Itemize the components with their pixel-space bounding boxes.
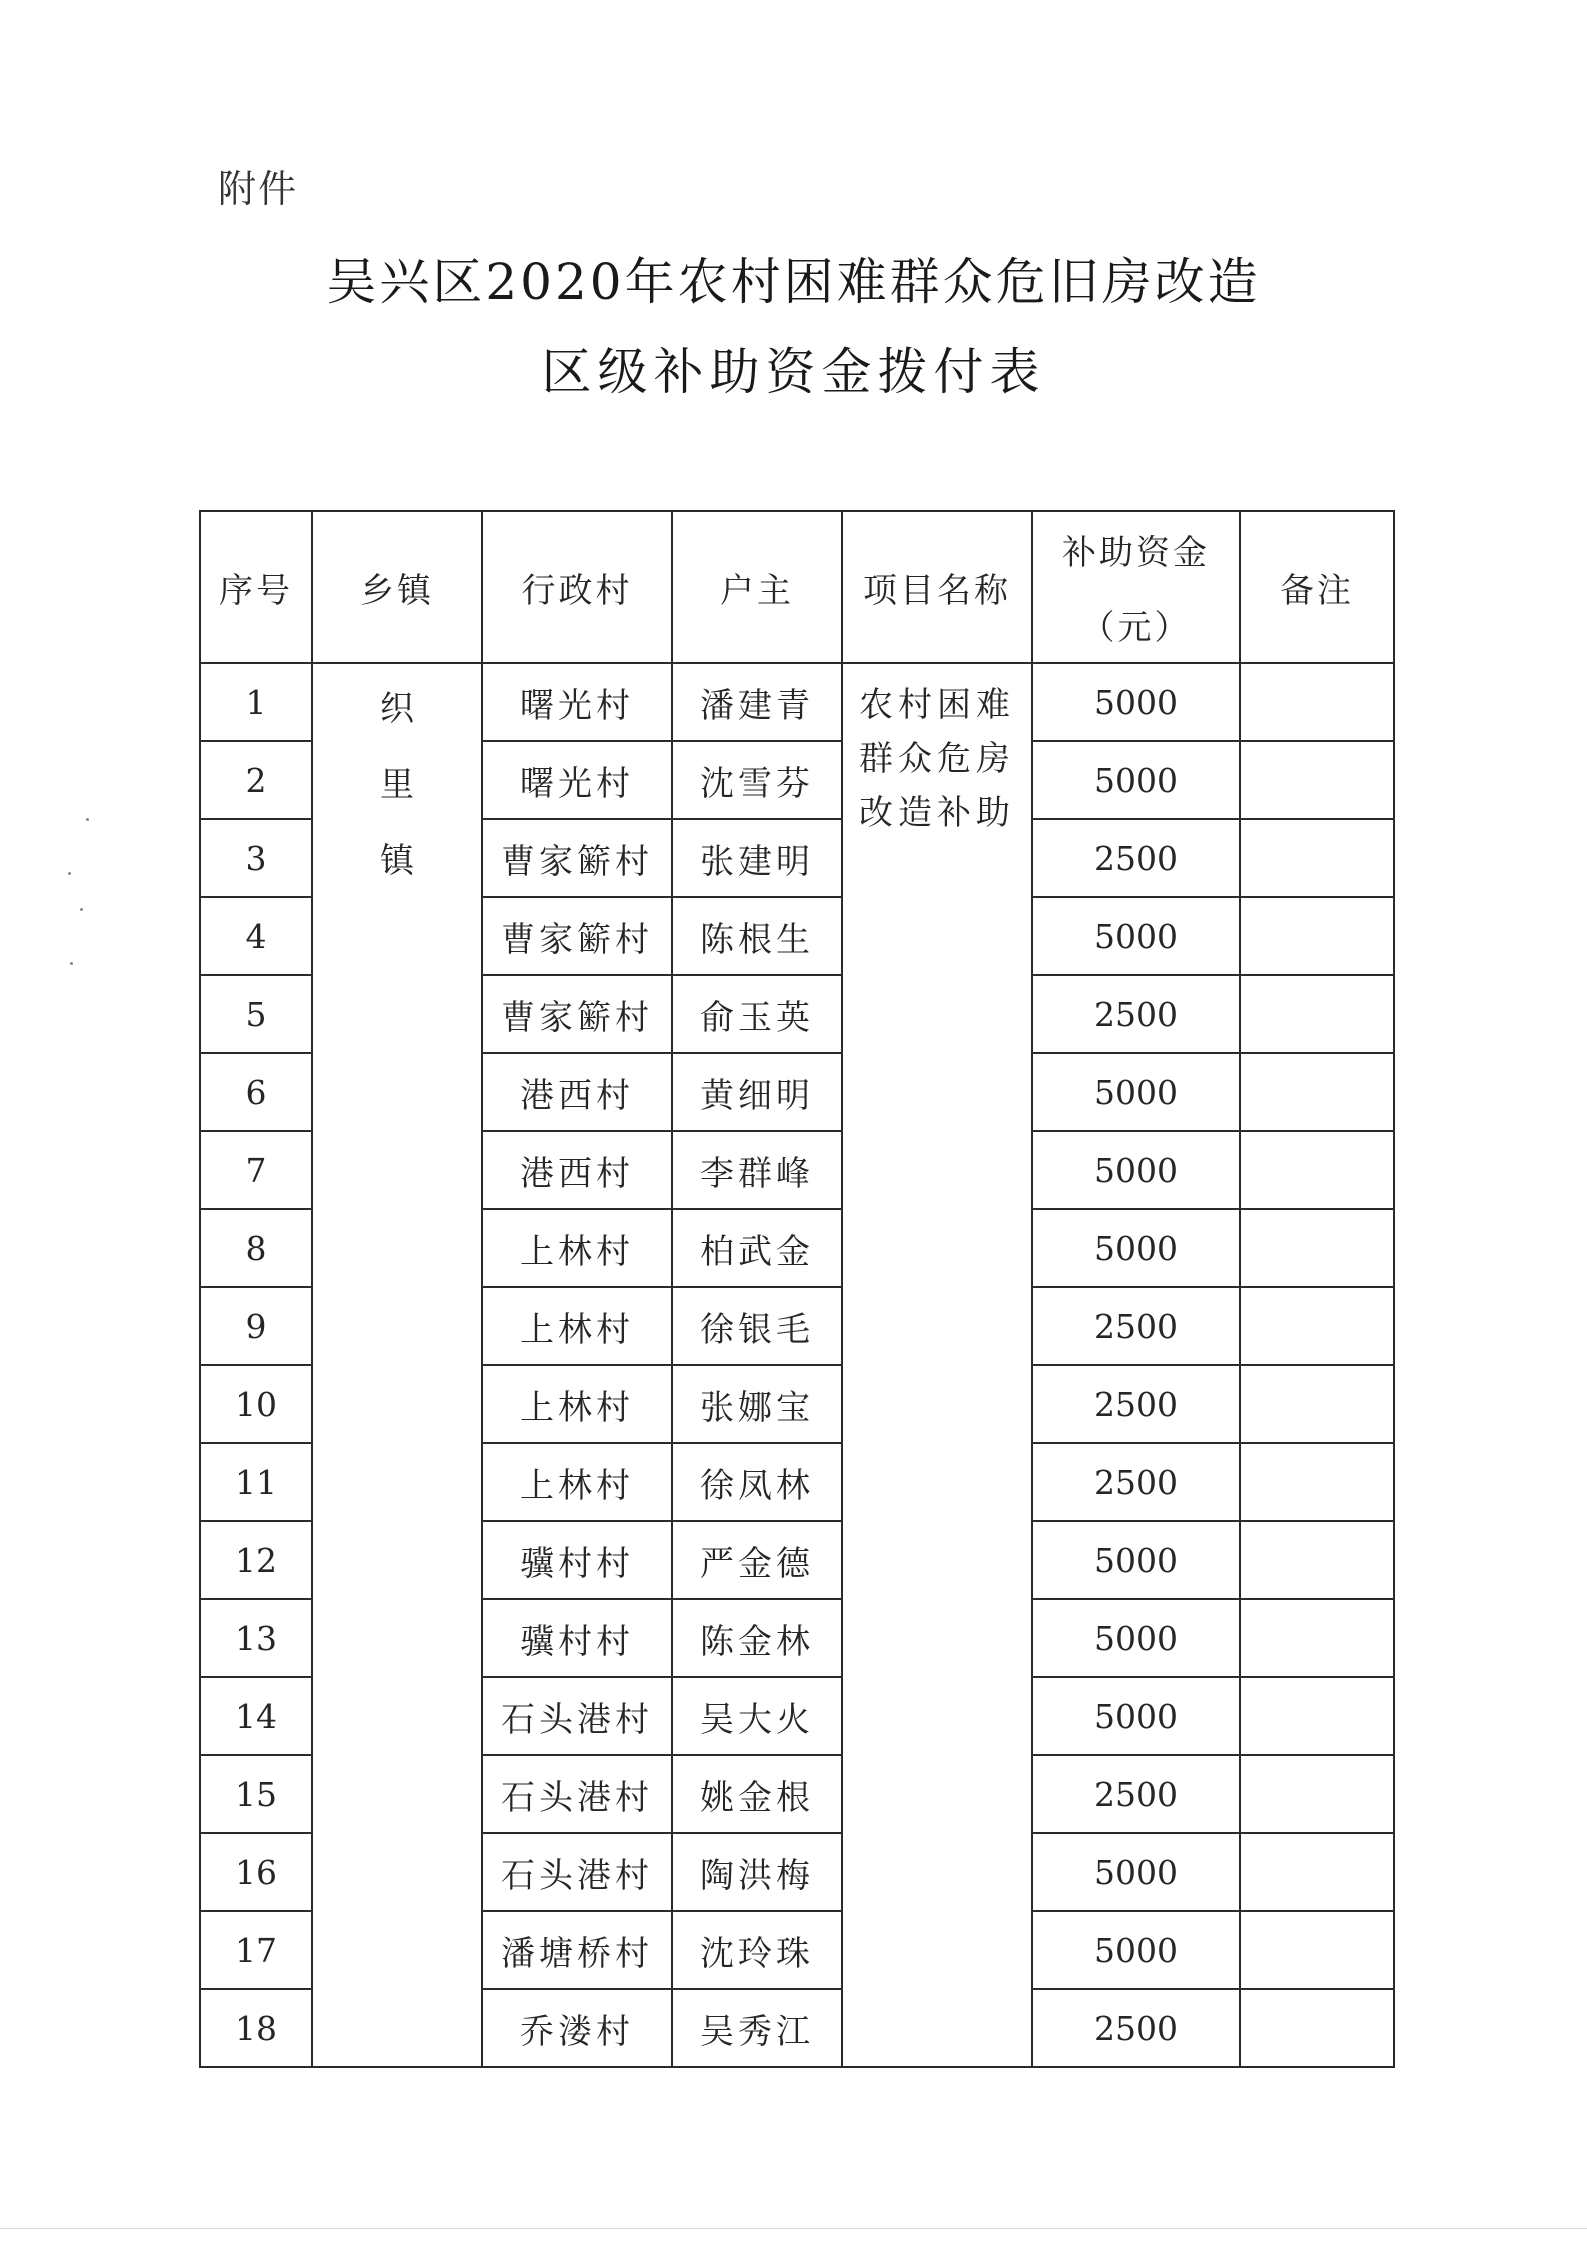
- row-village: 曙光村: [482, 741, 672, 819]
- row-index: 3: [200, 819, 312, 897]
- row-village: 石头港村: [482, 1833, 672, 1911]
- row-village: 曙光村: [482, 663, 672, 741]
- row-amount: 2500: [1032, 1755, 1240, 1833]
- row-village: 曹家簖村: [482, 819, 672, 897]
- scan-speck: [70, 962, 73, 965]
- subsidy-table: [199, 510, 1395, 2068]
- row-index: 18: [200, 1989, 312, 2067]
- row-index: 14: [200, 1677, 312, 1755]
- row-index: 12: [200, 1521, 312, 1599]
- row-household: 吴大火: [672, 1677, 842, 1755]
- row-village: 潘塘桥村: [482, 1911, 672, 1989]
- row-village: 上林村: [482, 1209, 672, 1287]
- row-remark: [1240, 1365, 1394, 1443]
- row-amount: 2500: [1032, 1443, 1240, 1521]
- row-amount: 2500: [1032, 1287, 1240, 1365]
- row-village: 乔溇村: [482, 1989, 672, 2067]
- row-remark: [1240, 1599, 1394, 1677]
- row-index: 10: [200, 1365, 312, 1443]
- row-amount: 5000: [1032, 1833, 1240, 1911]
- town-char: 织: [380, 689, 414, 729]
- scan-speck: [68, 872, 71, 875]
- row-village: 港西村: [482, 1053, 672, 1131]
- header-amount: [1032, 511, 1240, 663]
- row-amount: 2500: [1032, 1989, 1240, 2067]
- row-household: 柏武金: [672, 1209, 842, 1287]
- row-amount: 5000: [1032, 1677, 1240, 1755]
- scan-speck: [80, 908, 83, 911]
- row-index: 4: [200, 897, 312, 975]
- row-amount: 5000: [1032, 1053, 1240, 1131]
- header-project: 项目名称: [842, 511, 1032, 663]
- row-amount: 5000: [1032, 1599, 1240, 1677]
- row-index: 2: [200, 741, 312, 819]
- row-index: 17: [200, 1911, 312, 1989]
- row-remark: [1240, 1209, 1394, 1287]
- row-remark: [1240, 741, 1394, 819]
- row-household: 张建明: [672, 819, 842, 897]
- row-household: 李群峰: [672, 1131, 842, 1209]
- row-index: 16: [200, 1833, 312, 1911]
- header-index: 序号: [200, 511, 312, 663]
- row-household: 陶洪梅: [672, 1833, 842, 1911]
- project-name: 农村困难群众危房改造补助: [859, 685, 1015, 833]
- row-household: 姚金根: [672, 1755, 842, 1833]
- town-name: [313, 664, 481, 892]
- row-village: 上林村: [482, 1365, 672, 1443]
- row-amount: 5000: [1032, 897, 1240, 975]
- row-village: 石头港村: [482, 1755, 672, 1833]
- row-household: 徐凤林: [672, 1443, 842, 1521]
- row-household: 俞玉英: [672, 975, 842, 1053]
- document-title-line-2: 区级补助资金拨付表: [541, 343, 1046, 401]
- row-index: 11: [200, 1443, 312, 1521]
- row-remark: [1240, 1131, 1394, 1209]
- row-index: 9: [200, 1287, 312, 1365]
- scan-speck: [86, 818, 89, 821]
- table-row: [200, 663, 1394, 741]
- row-village: 骥村村: [482, 1521, 672, 1599]
- row-village: 曹家簖村: [482, 975, 672, 1053]
- row-amount: 5000: [1032, 1209, 1240, 1287]
- table-body: [200, 663, 1394, 2067]
- row-amount: 2500: [1032, 1365, 1240, 1443]
- row-household: 张娜宝: [672, 1365, 842, 1443]
- row-index: 8: [200, 1209, 312, 1287]
- row-amount: 2500: [1032, 819, 1240, 897]
- row-household: 沈雪芬: [672, 741, 842, 819]
- row-village: 上林村: [482, 1443, 672, 1521]
- row-amount: 2500: [1032, 975, 1240, 1053]
- row-amount: 5000: [1032, 663, 1240, 741]
- row-remark: [1240, 1521, 1394, 1599]
- row-household: 严金德: [672, 1521, 842, 1599]
- header-village: 行政村: [482, 511, 672, 663]
- row-village: 上林村: [482, 1287, 672, 1365]
- header-household: 户主: [672, 511, 842, 663]
- town-cell: [312, 663, 482, 2067]
- table-header-row: [200, 511, 1394, 663]
- header-amount-line-1: 补助资金: [1062, 533, 1210, 573]
- row-remark: [1240, 1677, 1394, 1755]
- row-index: 15: [200, 1755, 312, 1833]
- row-household: 沈玲珠: [672, 1911, 842, 1989]
- row-village: 骥村村: [482, 1599, 672, 1677]
- row-household: 陈金林: [672, 1599, 842, 1677]
- page-bottom-edge: [0, 2228, 1587, 2229]
- row-index: 6: [200, 1053, 312, 1131]
- attachment-label: 附件: [218, 167, 299, 211]
- row-amount: 5000: [1032, 741, 1240, 819]
- row-household: 黄细明: [672, 1053, 842, 1131]
- row-village: 港西村: [482, 1131, 672, 1209]
- row-remark: [1240, 1287, 1394, 1365]
- project-cell: [842, 663, 1032, 2067]
- header-amount-line-2: （元）: [1080, 608, 1192, 648]
- row-amount: 5000: [1032, 1521, 1240, 1599]
- row-amount: 5000: [1032, 1911, 1240, 1989]
- row-household: 陈根生: [672, 897, 842, 975]
- row-remark: [1240, 1443, 1394, 1521]
- town-char: 里: [380, 765, 414, 805]
- row-remark: [1240, 897, 1394, 975]
- row-remark: [1240, 1755, 1394, 1833]
- row-remark: [1240, 975, 1394, 1053]
- row-index: 7: [200, 1131, 312, 1209]
- row-village: 石头港村: [482, 1677, 672, 1755]
- row-remark: [1240, 1911, 1394, 1989]
- row-amount: 5000: [1032, 1131, 1240, 1209]
- row-remark: [1240, 819, 1394, 897]
- row-household: 吴秀江: [672, 1989, 842, 2067]
- row-household: 潘建青: [672, 663, 842, 741]
- row-household: 徐银毛: [672, 1287, 842, 1365]
- row-remark: [1240, 1053, 1394, 1131]
- row-remark: [1240, 663, 1394, 741]
- document-title-line-1: 吴兴区2020年农村困难群众危旧房改造: [326, 253, 1261, 311]
- header-town: 乡镇: [312, 511, 482, 663]
- row-index: 5: [200, 975, 312, 1053]
- row-remark: [1240, 1833, 1394, 1911]
- row-remark: [1240, 1989, 1394, 2067]
- row-village: 曹家簖村: [482, 897, 672, 975]
- town-char: 镇: [380, 841, 414, 881]
- row-index: 13: [200, 1599, 312, 1677]
- header-remark: 备注: [1240, 511, 1394, 663]
- row-index: 1: [200, 663, 312, 741]
